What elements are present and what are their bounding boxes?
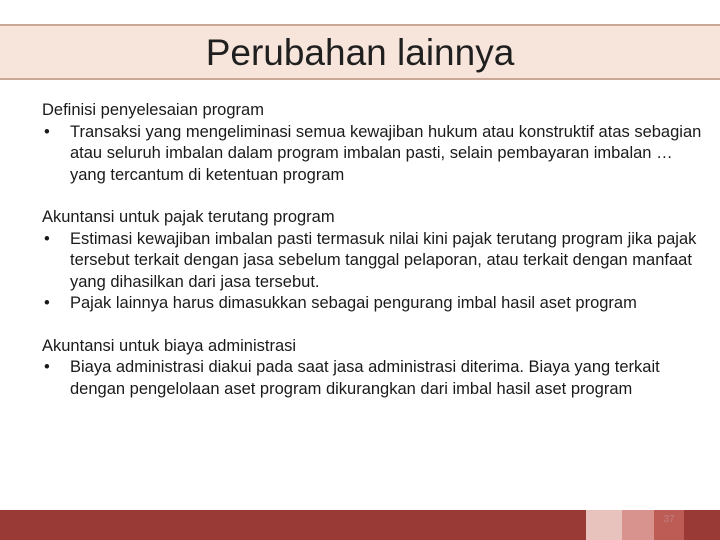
footer-block-accent — [654, 510, 684, 540]
bullet-list — [42, 357, 702, 400]
section-admin — [42, 336, 702, 401]
slide-content — [42, 100, 702, 421]
section-heading: Akuntansi untuk pajak terutang program — [42, 208, 335, 226]
section-tax — [42, 207, 702, 315]
bullet-item — [42, 122, 702, 187]
section-heading: Akuntansi untuk biaya administrasi — [42, 336, 297, 355]
bullet-text: Pajak lainnya harus dimasukkan sebagai pengurang imbal hasil aset program — [70, 294, 637, 312]
bullet-item — [42, 293, 702, 315]
section-definition — [42, 100, 702, 186]
bullet-item — [42, 357, 702, 400]
footer-block-mid — [622, 510, 654, 540]
footer-block-light — [586, 510, 622, 540]
footer-bar — [0, 510, 720, 540]
bullet-icon: • — [44, 358, 50, 376]
slide-number: 37 — [663, 514, 675, 525]
bullet-list — [42, 229, 702, 315]
slide-title: Perubahan lainnya — [205, 32, 515, 73]
bullet-text: Estimasi kewajiban imbalan pasti termasuk nilai kini pajak terutang program jika pajak tersebut terkait dengan jasa sebelum tanggal pelaporan, atau terkait dengan manfaat yang dihasilkan dari jasa tersebut. — [70, 229, 697, 291]
section-heading: Definisi penyelesaian program — [42, 101, 264, 119]
bullet-item — [42, 229, 702, 294]
footer-block-end — [684, 510, 720, 540]
title-bar — [0, 24, 720, 80]
bullet-icon: • — [44, 229, 50, 248]
bullet-icon: • — [44, 294, 50, 312]
bullet-text: Transaksi yang mengeliminasi semua kewajiban hukum atau konstruktif atas sebagian atau seluruh imbalan dalam program imbalan pasti, selain pembayaran imbalan … yang tercantum di ketentuan program — [70, 122, 702, 184]
bullet-text: Biaya administrasi diakui pada saat jasa administrasi diterima. Biaya yang terkait dengan pengelolaan aset program dikurangkan dari imbal hasil aset program — [70, 358, 660, 398]
top-band — [0, 0, 720, 24]
bullet-icon: • — [44, 122, 50, 141]
bullet-list — [42, 122, 702, 187]
footer-block-main — [0, 510, 586, 540]
